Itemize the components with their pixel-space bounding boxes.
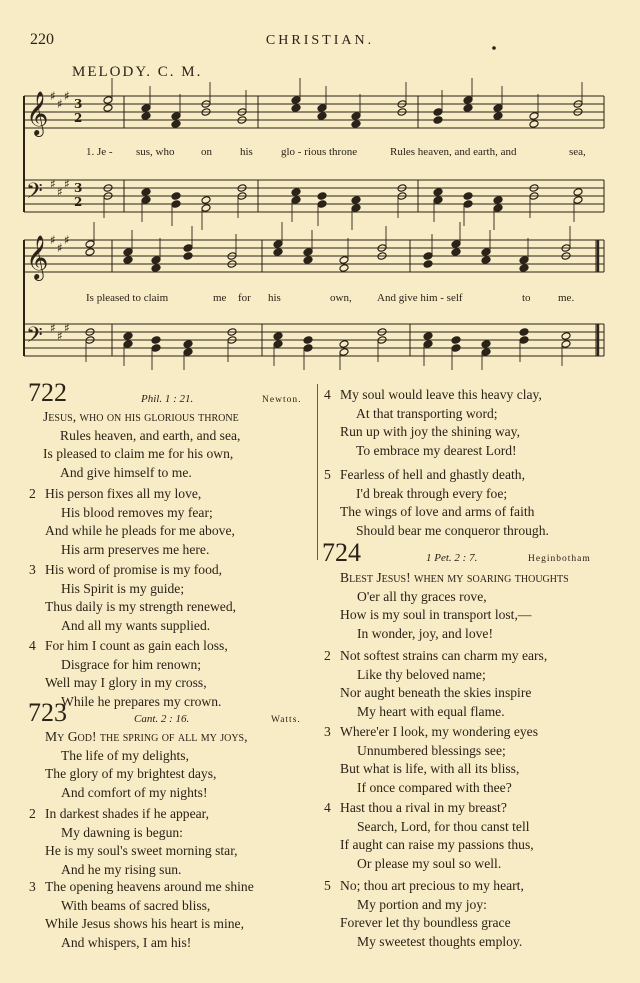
note-head [351, 196, 361, 205]
stanza-line: The opening heavens around me shine [45, 879, 254, 894]
note-head [423, 332, 433, 341]
sharp-sign: ♯ [64, 233, 70, 247]
bass-clef: 𝄢 [26, 323, 43, 353]
note-head [85, 248, 95, 257]
stanza-line: The life of my delights, [61, 747, 189, 763]
lyric-syllable: own, [330, 292, 352, 304]
stanza-line: But what is life, with all its bliss, [340, 761, 520, 777]
note-head [183, 244, 193, 253]
time-signature: 3 [74, 181, 83, 195]
note-head [183, 348, 193, 357]
stanza-number: 2 [324, 648, 331, 663]
page-number: 220 [30, 31, 54, 48]
hymn-number: 722 [28, 378, 67, 407]
stanza-line: While Jesus shows his heart is mine, [45, 916, 244, 932]
note-head [291, 196, 301, 205]
stanza-line: And he my rising sun. [61, 861, 182, 877]
note-head [451, 336, 461, 345]
note-head [481, 256, 491, 265]
note-head [481, 248, 491, 257]
lyric-syllable: 1. Je - [86, 146, 113, 158]
note-head [423, 252, 433, 261]
note-head [351, 204, 361, 213]
note-head [423, 340, 433, 349]
note-head [103, 104, 113, 113]
stanza-line: At that transporting word; [356, 405, 498, 421]
note-head [303, 336, 313, 345]
note-head [493, 196, 503, 205]
note-head [423, 260, 433, 269]
page-heading: CHRISTIAN. [265, 33, 375, 48]
stanza-number: 3 [324, 724, 331, 739]
stanza-line: His Spirit is my guide; [61, 580, 185, 596]
note-head [519, 264, 529, 273]
note-head [291, 188, 301, 197]
stanza-number: 5 [324, 467, 331, 482]
lyric-syllable: on [201, 146, 212, 158]
stanza-line: And comfort of my nights! [61, 784, 208, 800]
stanza-line: Search, Lord, for thou canst tell [357, 818, 530, 834]
note-head [141, 104, 151, 113]
note-head [183, 252, 193, 261]
note-head [433, 108, 443, 117]
note-head [317, 192, 327, 201]
column-divider [317, 384, 318, 560]
note-head [201, 204, 211, 213]
note-head [141, 188, 151, 197]
note-head [273, 340, 283, 349]
note-head [451, 240, 461, 249]
lyric-syllable: me. [558, 292, 575, 304]
lyric-syllable: sus, who [136, 146, 175, 158]
stanza-line: My soul would leave this heavy clay, [340, 387, 542, 402]
stanza-line: His person fixes all my love, [45, 486, 202, 501]
stanza-line: The glory of my brightest days, [45, 766, 217, 782]
note-head [123, 248, 133, 257]
note-head [141, 112, 151, 121]
stanza-line: How is my soul in transport lost,— [340, 607, 532, 623]
lyric-syllable: to [522, 292, 531, 304]
author-name: Newton. [262, 395, 302, 405]
note-head [519, 328, 529, 337]
stanza-line: Forever let thy boundless grace [340, 915, 511, 931]
note-head [339, 256, 349, 265]
stanza-line: Should bear me conqueror through. [356, 522, 549, 538]
sharp-sign: ♯ [64, 89, 70, 103]
note-head [451, 344, 461, 353]
stanza-line: O'er all thy graces rove, [357, 588, 487, 604]
bass-clef: 𝄢 [26, 179, 43, 209]
note-head [151, 336, 161, 345]
note-head [481, 340, 491, 349]
sharp-sign: ♯ [64, 177, 70, 191]
stanza-line: Unnumbered blessings see; [357, 742, 506, 758]
note-head [519, 336, 529, 345]
stanza-line: With beams of sacred bliss, [61, 897, 211, 913]
stanza-line: Hast thou a rival in my breast? [340, 800, 507, 815]
stanza-line: Thus daily is my strength renewed, [45, 599, 237, 615]
note-head [493, 112, 503, 121]
note-head [573, 196, 583, 205]
sharp-sign: ♯ [50, 89, 56, 103]
stanza-line: He is my soul's sweet morning star, [45, 843, 238, 859]
note-head [291, 96, 301, 105]
lyric-syllable: me [213, 292, 227, 304]
note-head [493, 104, 503, 113]
lyric-syllable: his [268, 292, 281, 304]
stanza-line: In darkest shades if he appear, [45, 806, 210, 821]
note-head [103, 96, 113, 105]
stanza-line: Run up with joy the shining way, [340, 424, 520, 440]
note-head [171, 112, 181, 121]
stanza-line: The wings of love and arms of faith [340, 504, 535, 520]
scripture-reference: 1 Pet. 2 : 7. [426, 552, 478, 564]
note-head [123, 332, 133, 341]
note-head [85, 240, 95, 249]
sharp-sign: ♯ [57, 241, 63, 255]
note-head [273, 248, 283, 257]
sharp-sign: ♯ [50, 177, 56, 191]
scripture-reference: Cant. 2 : 16. [134, 713, 190, 725]
note-head [529, 112, 539, 121]
lyric-syllable: glo - rious throne [281, 146, 358, 158]
note-head [433, 196, 443, 205]
stanza-line: And all my wants supplied. [61, 617, 211, 633]
treble-clef: 𝄞 [26, 91, 49, 135]
stanza-line: And while he pleads for me above, [45, 523, 235, 539]
time-signature: 2 [74, 195, 83, 209]
hymn-number: 723 [28, 698, 67, 727]
note-head [141, 196, 151, 205]
note-head [151, 264, 161, 273]
note-head [273, 240, 283, 249]
stanza-line: Well may I glory in my cross, [45, 675, 207, 691]
stanza-line: No; thou art precious to my heart, [340, 878, 524, 893]
stanza-number: 4 [324, 800, 331, 815]
stanza-line: In wonder, joy, and love! [357, 625, 493, 641]
stanza-number: 4 [29, 638, 36, 653]
note-head [317, 200, 327, 209]
note-head [201, 196, 211, 205]
stanza-number: 2 [29, 486, 36, 501]
note-head [123, 256, 133, 265]
stanza-line: My dawning is begun: [61, 824, 183, 840]
note-head [463, 96, 473, 105]
note-head [171, 200, 181, 209]
note-head [339, 264, 349, 273]
note-head [433, 116, 443, 125]
treble-clef: 𝄞 [26, 235, 49, 279]
stanza-line: Jesus, who on his glorious throne [43, 409, 239, 424]
stanza-line: Is pleased to claim me for his own, [43, 446, 234, 462]
lyric-syllable: his [240, 146, 253, 158]
sharp-sign: ♯ [57, 329, 63, 343]
note-head [171, 192, 181, 201]
stanza-line: While he prepares my crown. [61, 693, 222, 709]
stanza-line: For him I count as gain each loss, [45, 638, 228, 653]
stanza-number: 3 [29, 562, 36, 577]
stanza-line: Where'er I look, my wondering eyes [340, 724, 538, 739]
stanza-line: Nor aught beneath the skies inspire [340, 685, 532, 701]
author-name: Heginbotham [528, 554, 591, 564]
note-head [339, 348, 349, 357]
note-head [529, 120, 539, 129]
note-head [463, 192, 473, 201]
lyric-syllable: sea, [569, 146, 586, 158]
stanza-line: My portion and my joy: [357, 896, 487, 912]
author-name: Watts. [271, 715, 301, 725]
note-head [463, 104, 473, 113]
stanza-line: If aught can raise my passions thus, [340, 837, 534, 853]
note-head [303, 344, 313, 353]
stanza-line: Or please my soul so well. [357, 855, 502, 871]
note-head [433, 188, 443, 197]
stanza-line: And whispers, I am his! [61, 934, 192, 950]
time-signature: 3 [74, 97, 83, 111]
stanza-line: My sweetest thoughts employ. [357, 933, 523, 949]
note-head [317, 104, 327, 113]
stanza-line: Disgrace for him renown; [61, 656, 202, 672]
scripture-reference: Phil. 1 : 21. [141, 393, 194, 405]
note-head [291, 104, 301, 113]
note-head [171, 120, 181, 129]
stanza-line: His word of promise is my food, [45, 562, 223, 577]
stanza-line: Blest Jesus! when my soaring thoughts [340, 570, 569, 585]
note-head [317, 112, 327, 121]
tune-title: MELODY. C. M. [72, 64, 203, 80]
note-head [451, 248, 461, 257]
lyric-syllable: Rules heaven, and earth, and [390, 146, 517, 158]
note-head [183, 340, 193, 349]
note-head [351, 112, 361, 121]
sharp-sign: ♯ [50, 321, 56, 335]
stanza-line: To embrace my dearest Lord! [356, 442, 517, 458]
stanza-line: My heart with equal flame. [357, 703, 505, 719]
note-head [303, 256, 313, 265]
stanza-line: And give himself to me. [60, 464, 192, 480]
time-signature: 2 [74, 111, 83, 125]
stanza-line: His arm preserves me here. [61, 541, 210, 557]
sharp-sign: ♯ [57, 97, 63, 111]
stanza-line: His blood removes my fear; [61, 504, 213, 520]
hymn-number: 724 [322, 538, 361, 567]
note-head [573, 188, 583, 197]
note-head [561, 332, 571, 341]
stanza-number: 3 [29, 879, 36, 894]
note-head [151, 344, 161, 353]
note-head [123, 340, 133, 349]
sharp-sign: ♯ [57, 185, 63, 199]
music-score [0, 0, 640, 370]
note-head [351, 120, 361, 129]
stanza-line: I'd break through every foe; [356, 485, 508, 501]
note-head [339, 340, 349, 349]
note-head [519, 256, 529, 265]
stanza-line: If once compared with thee? [357, 779, 512, 795]
note-head [481, 348, 491, 357]
stanza-line: Rules heaven, and earth, and sea, [60, 427, 241, 443]
print-dot [492, 46, 496, 50]
note-head [493, 204, 503, 213]
note-head [463, 200, 473, 209]
lyric-syllable: And give him - self [377, 292, 463, 304]
sharp-sign: ♯ [50, 233, 56, 247]
stanza-line: My God! the spring of all my joys, [45, 729, 248, 744]
stanza-number: 2 [29, 806, 36, 821]
stanza-number: 4 [324, 387, 331, 402]
note-head [273, 332, 283, 341]
stanza-line: Like thy beloved name; [357, 666, 486, 682]
lyric-syllable: Is pleased to claim [86, 292, 169, 304]
note-head [303, 248, 313, 257]
note-head [151, 256, 161, 265]
stanza-line: Fearless of hell and ghastly death, [340, 467, 525, 482]
stanza-line: Not softest strains can charm my ears, [340, 648, 548, 663]
lyric-syllable: for [238, 292, 251, 304]
note-head [561, 340, 571, 349]
sharp-sign: ♯ [64, 321, 70, 335]
stanza-number: 5 [324, 878, 331, 893]
